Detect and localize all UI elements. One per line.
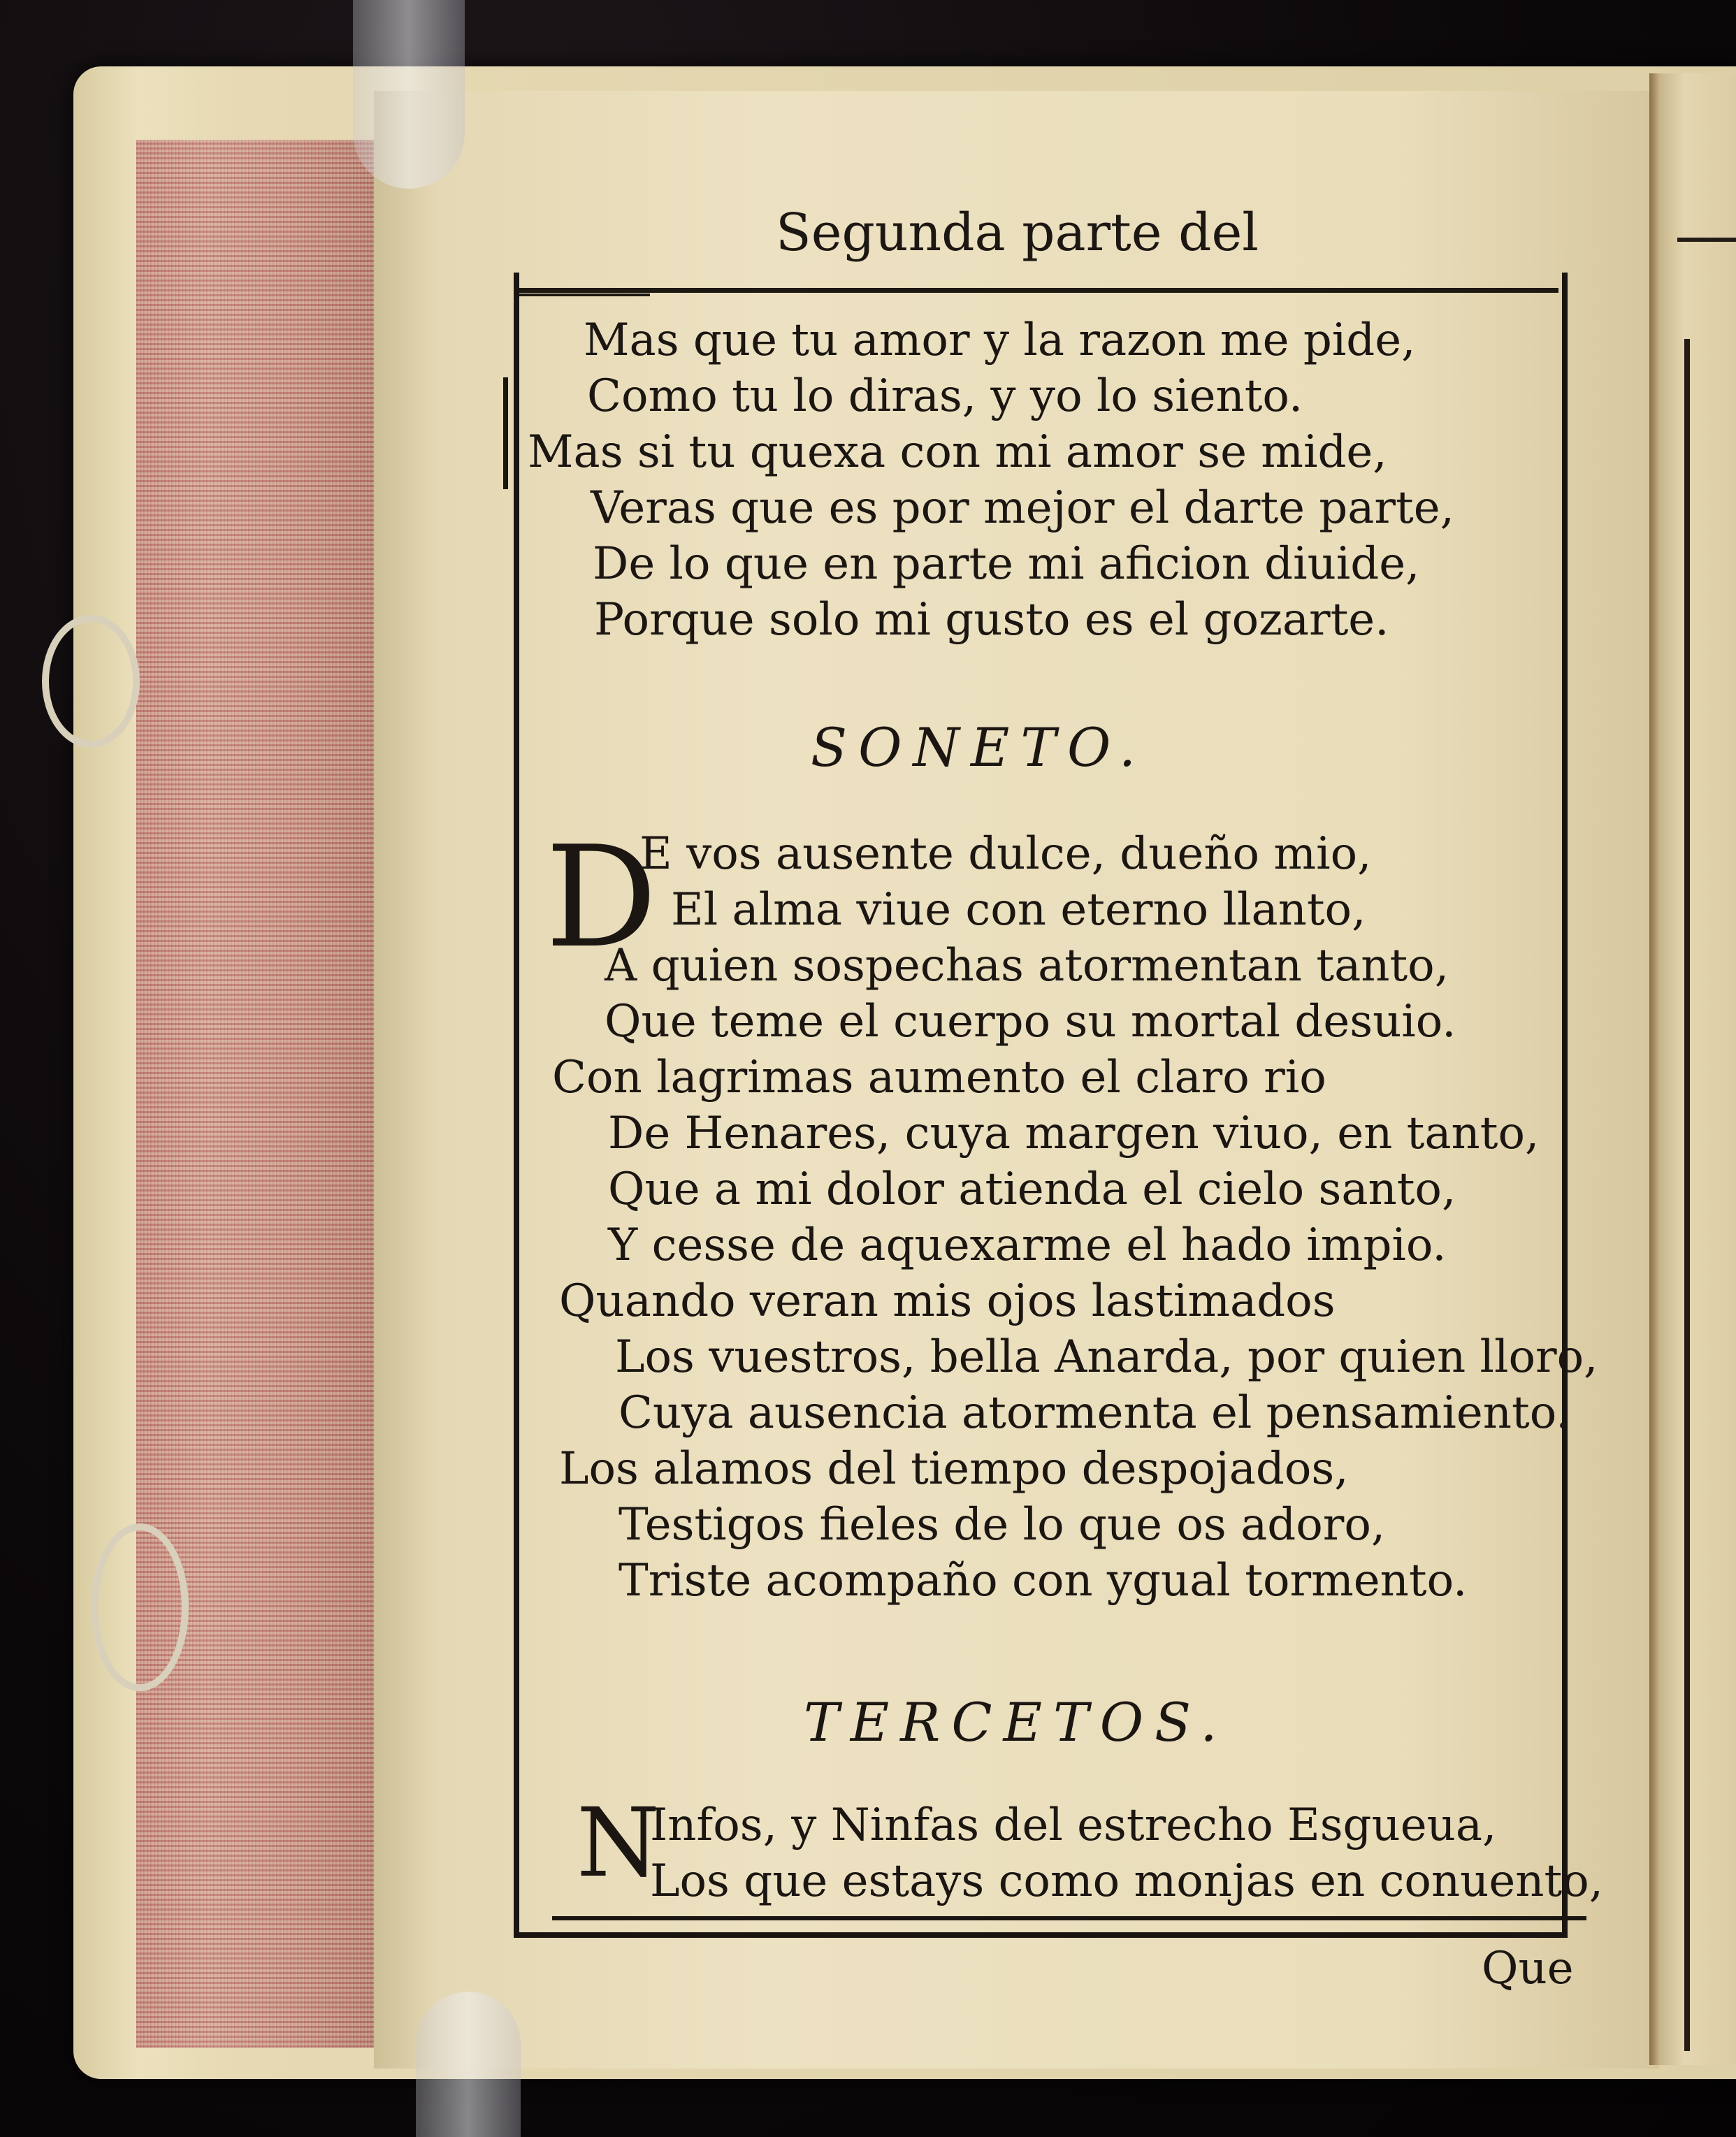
verse-line: Triste acompaño con ygual tormento. [619,1555,1468,1607]
verse-line: Infos, y Ninfas del estrecho Esgueua, [650,1799,1497,1851]
verse-line: Los alamos del tiempo despojados, [559,1443,1349,1495]
verse-line: A quien sospechas atormentan tanto, [605,940,1449,992]
verse-line: De lo que en parte mi aficion diuide, [593,538,1420,590]
verse-line: Quando veran mis ojos lastimados [559,1275,1336,1327]
binding-tie-upper [42,615,140,748]
verse-line: Porque solo mi gusto es el gozarte. [594,594,1389,646]
verse-line: Que a mi dolor atienda el cielo santo, [608,1164,1456,1215]
verse-line: El alma viue con eterno llanto, [671,884,1366,936]
verse-line: E vos ausente dulce, dueño mio, [639,828,1372,880]
speckled-fore-edge [136,140,377,2048]
verse-line: Con lagrimas aumento el claro rio [552,1052,1326,1103]
page-clip-top [353,0,465,189]
verse-line: Los vuestros, bella Anarda, por quien lloro, [615,1331,1598,1383]
verse-line: Mas que tu amor y la razon me pide, [584,314,1416,366]
verse-line: Testigos fieles de lo que os adoro, [619,1499,1386,1551]
running-head: Segunda parte del [776,203,1259,263]
dropcap-n: N [577,1788,660,1899]
verse-line: Los que estays como monjas en conuento, [650,1855,1604,1907]
verse-line: Cuya ausencia atormenta el pensamiento. [619,1387,1570,1439]
verse-line: Veras que es por mejor el darte parte, [591,482,1454,534]
verse-line: Que teme el cuerpo su mortal desuio. [605,996,1456,1048]
tercetos-heading: TERCETOS. [804,1691,1229,1753]
binding-tie-lower [91,1523,189,1691]
page-clip-bottom [416,1992,521,2137]
verse-line: Mas si tu quexa con mi amor se mide, [528,426,1387,478]
catchword: Que [1482,1943,1574,1994]
footer-rule [552,1916,1586,1920]
facing-page-edge [1649,73,1736,2065]
frame-left-bar [503,377,508,489]
facing-page-frame [1684,339,1690,2051]
verse-line: Como tu lo diras, y yo lo siento. [587,370,1303,422]
dropcap-d: D [545,816,658,979]
facing-page-rule [1677,238,1736,242]
verse-line: De Henares, cuya margen viuo, en tanto, [608,1108,1540,1159]
verse-line: Y cesse de aquexarme el hado impio. [608,1219,1447,1271]
soneto-heading: SONETO. [811,716,1148,778]
